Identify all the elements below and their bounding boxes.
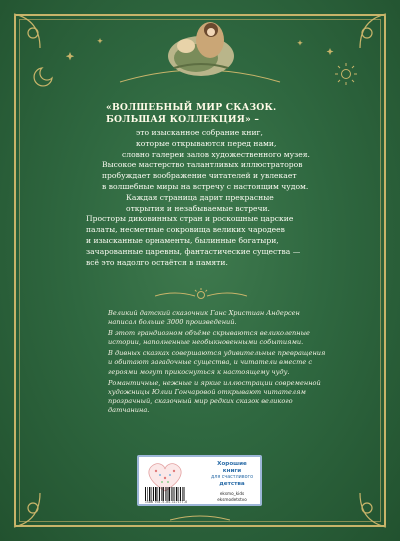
intro-line: пробуждает воображение читателей и увлекает xyxy=(102,171,297,181)
bottom-ornament xyxy=(170,512,230,528)
collection-description xyxy=(86,102,322,268)
publisher-tagline xyxy=(204,461,260,488)
intro-line: в волшебные миры на встречу с настоящим чудом. xyxy=(102,181,309,191)
social-handles xyxy=(203,491,261,502)
tagline-line: книги xyxy=(222,467,242,474)
series-title-line1: «ВОЛШЕБНЫЙ МИР СКАЗОК. xyxy=(106,102,277,113)
story-paragraph: В дивных сказках совершаются удивительные превращения и обитают загадочные существа, и читатели вместе с героями могут прикоснуться к настоящему чуду. xyxy=(108,349,326,376)
intro-line: Просторы диковинных стран и роскошные царские xyxy=(86,214,294,224)
publisher-barcode-card xyxy=(137,455,262,506)
andersen-description xyxy=(108,309,326,417)
fairy-tale-illustration xyxy=(166,16,236,78)
story-paragraph: В этот грандиозном объёме скрываются великолепные истории, наполненные необыкновенными событиями. xyxy=(108,329,310,347)
tagline-line: детства xyxy=(219,481,245,488)
story-paragraph: Великий датский сказочник Ганс Христиан Андерсен написал больше 3000 произведений. xyxy=(108,309,300,327)
intro-line: Высокое мастерство талантливых иллюстраторов xyxy=(102,160,303,170)
story-paragraph: Романтичные, нежные и яркие иллюстрации современной художницы Юлии Гончаровой открывают читателям прозрачный, сказочный мир редких сказок великого датчанина. xyxy=(108,378,321,414)
tagline-line: Хорошие xyxy=(217,461,247,467)
intro-line: всё это надолго остаётся в памяти. xyxy=(86,257,228,267)
intro-line: и изысканные орнаменты, былинные богатыри, xyxy=(86,235,279,245)
barcode xyxy=(145,487,185,501)
isbn-number: ISBN 978-5-04-117177-6 xyxy=(145,500,188,504)
intro-line: Каждая страница дарит прекрасные xyxy=(126,192,274,202)
intro-line: зачарованные царевны, фантастические существа — xyxy=(86,246,301,256)
intro-line: которые открываются перед нами, xyxy=(136,138,277,148)
ornamental-divider xyxy=(155,287,247,301)
tagline-line: для счастливого xyxy=(210,474,254,480)
intro-line: словно галереи залов художественного музея. xyxy=(122,149,310,159)
social-handle[interactable]: eksmo_kids xyxy=(219,491,245,496)
series-title-line2: БОЛЬШАЯ КОЛЛЕКЦИЯ» – xyxy=(106,113,260,125)
intro-line: это изысканное собрание книг, xyxy=(136,128,263,137)
social-handle[interactable]: eksmodetstvo xyxy=(217,496,247,502)
intro-line: палаты, несметные сокровища великих чародеев xyxy=(86,225,285,235)
intro-line: открытия и незабываемые встречи. xyxy=(126,203,270,213)
